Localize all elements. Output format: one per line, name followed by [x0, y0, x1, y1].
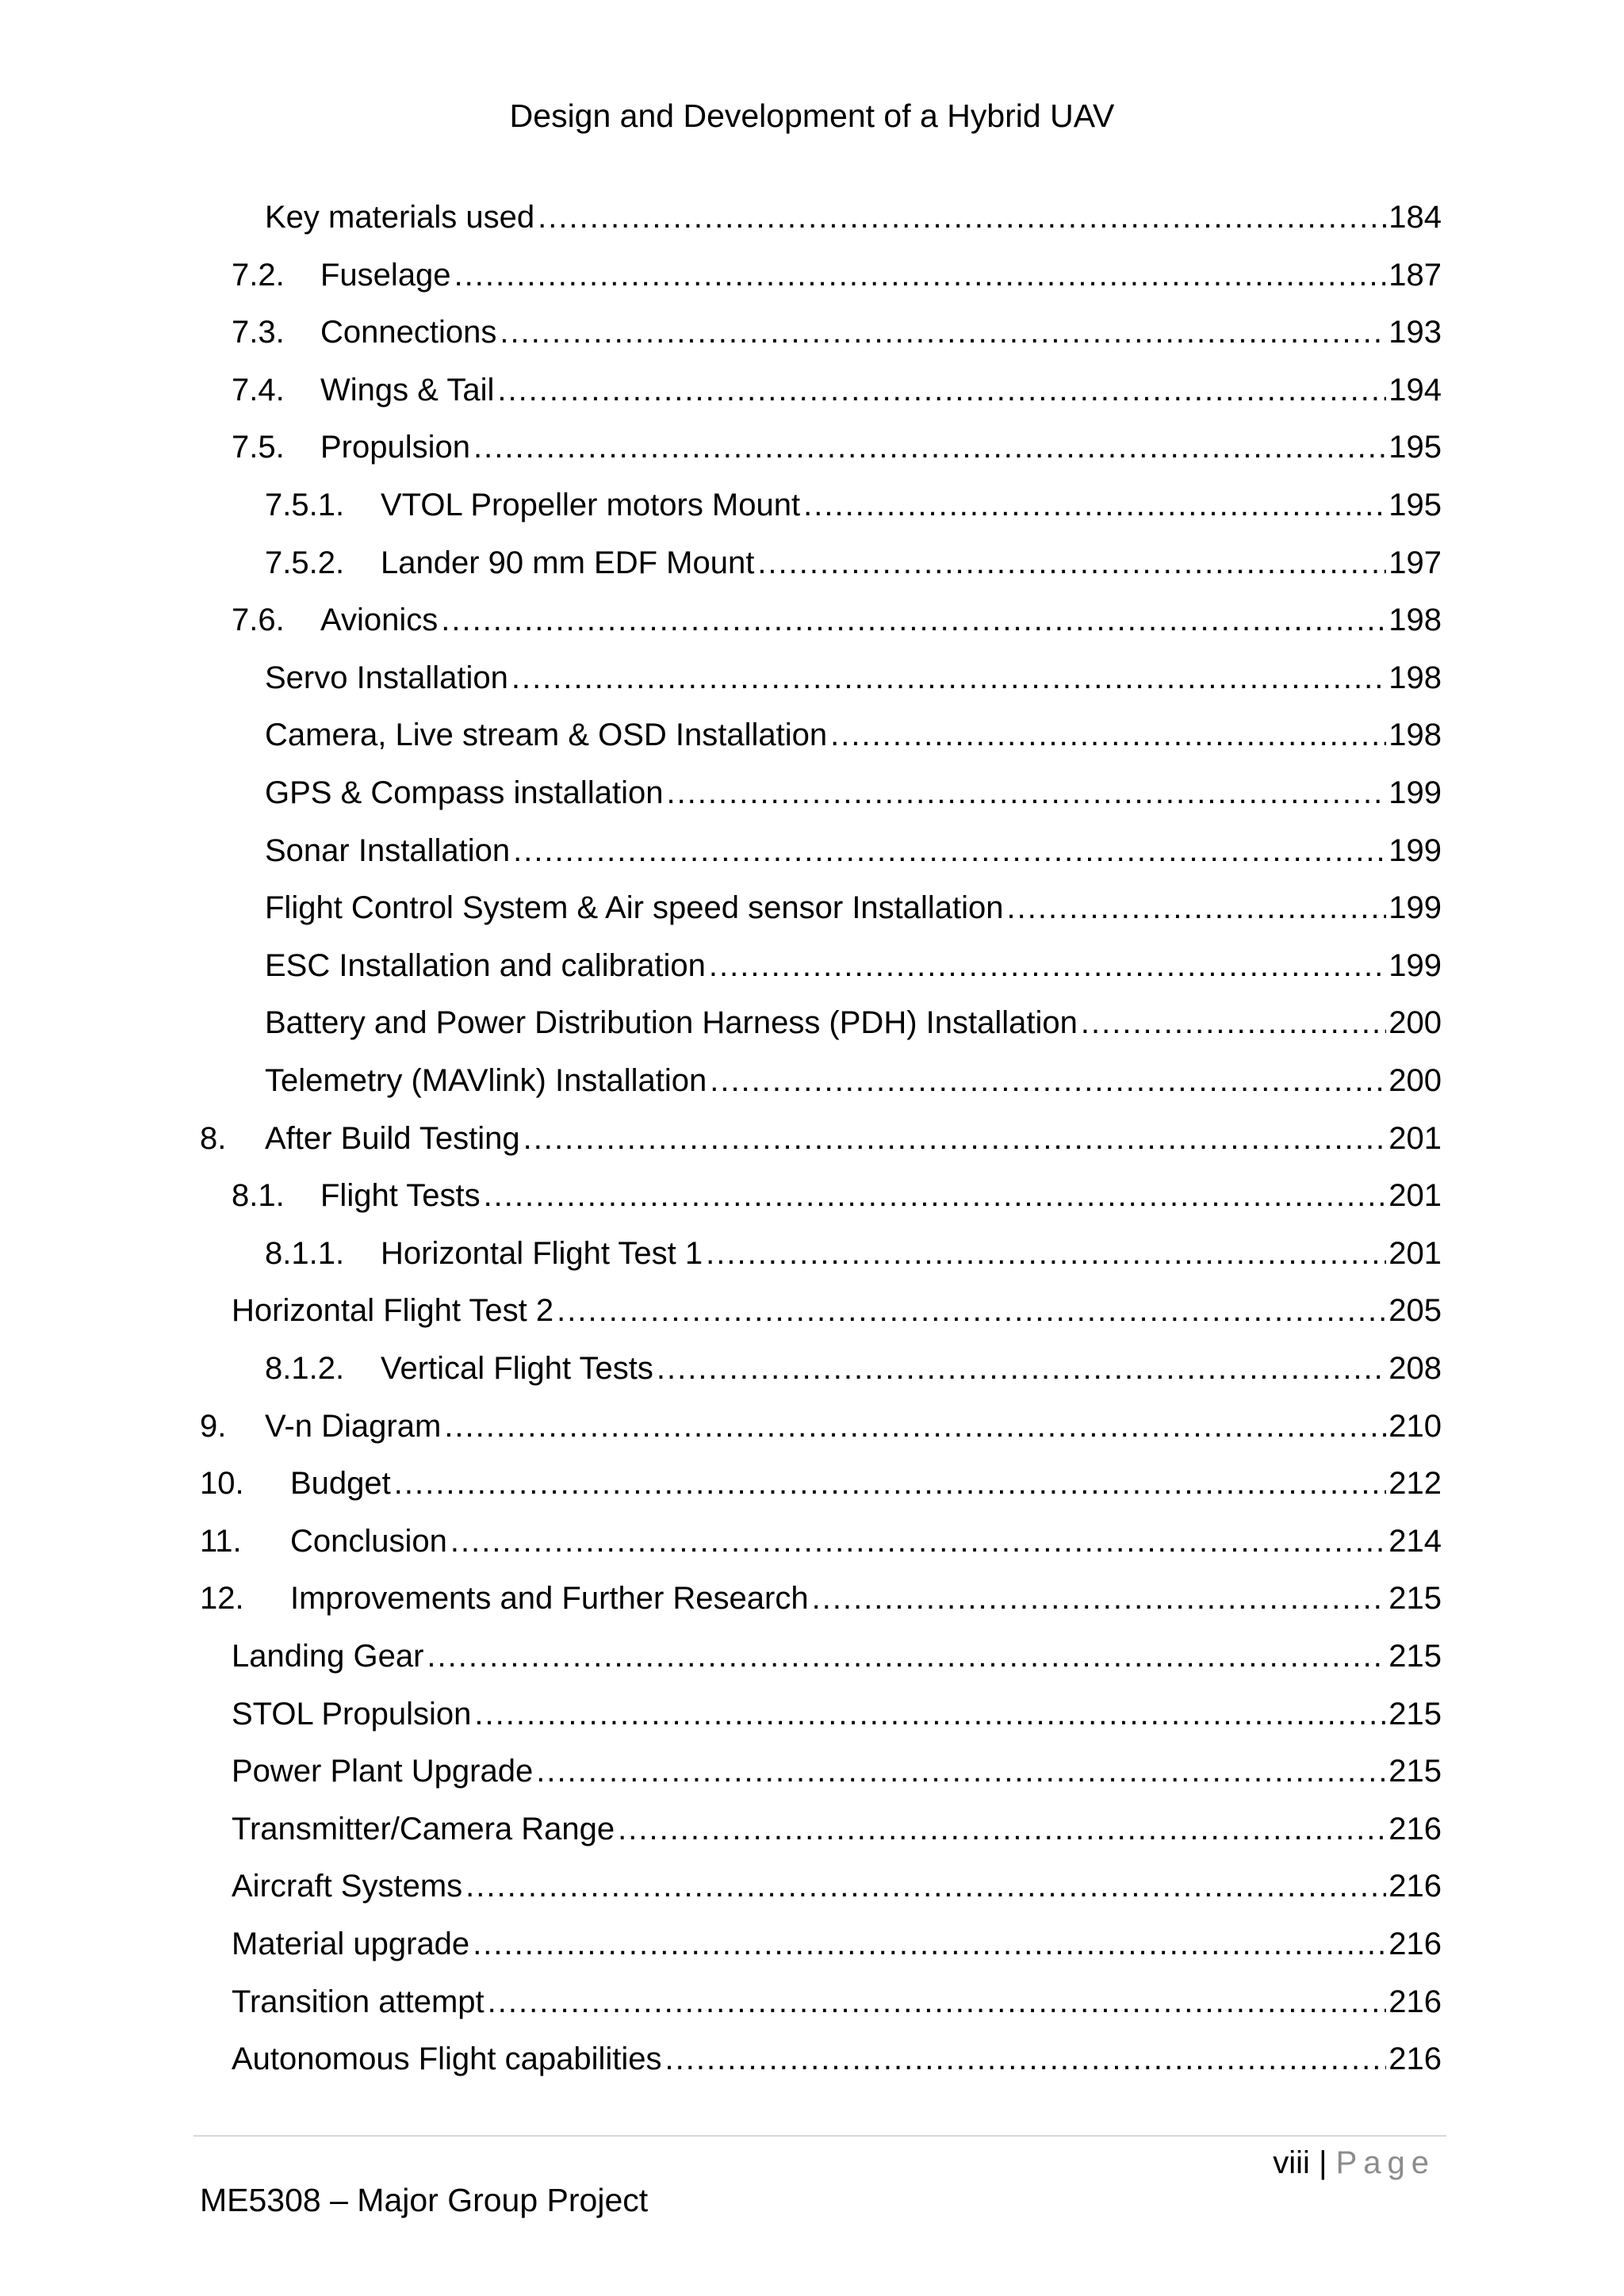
toc-dot-leader — [523, 1110, 1386, 1168]
toc-entry-line — [265, 822, 1386, 880]
toc-entry-line — [381, 534, 1386, 592]
toc-dot-leader — [473, 419, 1386, 476]
page-label: Page — [1335, 2145, 1435, 2180]
toc-entry[interactable] — [0, 1800, 1624, 1858]
toc-entry-title: Transition attempt — [232, 1973, 488, 2031]
toc-entry[interactable] — [0, 1570, 1624, 1628]
toc-entry-number: 9. — [200, 1408, 227, 1444]
toc-entry-page: 215 — [1386, 1570, 1442, 1628]
toc-entry-page: 198 — [1386, 649, 1442, 707]
toc-dot-leader — [450, 1513, 1386, 1571]
toc-entry-page: 199 — [1386, 879, 1442, 937]
toc-entry-page: 216 — [1386, 1915, 1442, 1973]
toc-entry-title: Power Plant Upgrade — [232, 1743, 536, 1800]
toc-entry[interactable] — [0, 247, 1624, 304]
toc-dot-leader — [500, 304, 1386, 362]
toc-entry[interactable] — [0, 1858, 1624, 1915]
toc-entry-page: 201 — [1386, 1110, 1442, 1168]
toc-entry-title: Fuselage — [320, 247, 454, 304]
toc-entry-number: 7.3. — [232, 315, 285, 350]
toc-entry[interactable] — [0, 591, 1624, 649]
toc-entry-page: 208 — [1386, 1340, 1442, 1398]
toc-entry-title: Landing Gear — [232, 1628, 427, 1686]
toc-entry-line — [381, 1225, 1386, 1283]
toc-entry-title: Flight Tests — [320, 1167, 484, 1225]
toc-entry-page: 197 — [1386, 534, 1442, 592]
toc-entry-page: 205 — [1386, 1282, 1442, 1340]
toc-dot-leader — [427, 1628, 1386, 1686]
toc-entry-page: 216 — [1386, 2030, 1442, 2088]
toc-entry[interactable] — [0, 994, 1624, 1052]
toc-entry-page: 216 — [1386, 1973, 1442, 2031]
toc-entry-page: 215 — [1386, 1743, 1442, 1800]
toc-entry-page: 194 — [1386, 362, 1442, 419]
toc-entry-line — [232, 2030, 1386, 2088]
toc-dot-leader — [497, 362, 1386, 419]
toc-dot-leader — [1081, 994, 1386, 1052]
toc-entry[interactable] — [0, 362, 1624, 419]
table-of-contents — [0, 189, 1624, 2131]
toc-entry-page: 201 — [1386, 1225, 1442, 1283]
toc-entry-line — [381, 476, 1386, 534]
toc-entry-title: Lander 90 mm EDF Mount — [381, 534, 757, 592]
toc-entry[interactable] — [0, 1628, 1624, 1686]
toc-entry-line — [265, 764, 1386, 822]
toc-entry[interactable] — [0, 1743, 1624, 1800]
toc-entry-number: 8.1. — [232, 1178, 285, 1214]
toc-entry-line — [320, 362, 1386, 419]
toc-entry-title: Conclusion — [290, 1513, 450, 1571]
toc-entry-page: 184 — [1386, 189, 1442, 247]
toc-entry-title: Vertical Flight Tests — [381, 1340, 657, 1398]
toc-entry-line — [320, 591, 1386, 649]
toc-entry[interactable] — [0, 419, 1624, 476]
toc-dot-leader — [812, 1570, 1386, 1628]
toc-entry[interactable] — [0, 1915, 1624, 1973]
toc-dot-leader — [757, 534, 1386, 592]
toc-entry-number: 7.4. — [232, 372, 285, 408]
toc-entry-page: 200 — [1386, 1052, 1442, 1110]
toc-entry-title: Battery and Power Distribution Harness (PDH) Installation — [265, 994, 1081, 1052]
toc-entry-title: GPS & Compass installation — [265, 764, 666, 822]
toc-entry-title: After Build Testing — [265, 1110, 523, 1168]
toc-entry-line — [265, 1398, 1386, 1456]
toc-entry-page: 199 — [1386, 937, 1442, 995]
toc-dot-leader — [394, 1455, 1386, 1513]
page-number: viii — [1273, 2145, 1310, 2180]
toc-dot-leader — [465, 1858, 1386, 1915]
toc-entry-page: 214 — [1386, 1513, 1442, 1571]
toc-dot-leader — [1007, 879, 1386, 937]
toc-entry[interactable] — [0, 1398, 1624, 1456]
toc-entry-number: 7.5.2. — [265, 545, 345, 580]
toc-entry-page: 212 — [1386, 1455, 1442, 1513]
toc-dot-leader — [665, 2030, 1386, 2088]
footer-divider — [193, 2135, 1446, 2137]
toc-entry-title: STOL Propulsion — [232, 1686, 474, 1743]
toc-dot-leader — [706, 1225, 1386, 1283]
toc-entry-line — [290, 1455, 1386, 1513]
toc-entry[interactable] — [0, 1225, 1624, 1283]
toc-entry[interactable] — [0, 1282, 1624, 1340]
toc-entry-number: 7.5. — [232, 430, 285, 465]
toc-dot-leader — [511, 649, 1386, 707]
toc-dot-leader — [484, 1167, 1386, 1225]
toc-entry-line — [232, 1915, 1386, 1973]
toc-dot-leader — [666, 764, 1386, 822]
toc-entry-line — [265, 994, 1386, 1052]
toc-dot-leader — [536, 1743, 1386, 1800]
toc-entry[interactable] — [0, 189, 1624, 247]
toc-entry[interactable] — [0, 1973, 1624, 2031]
toc-entry-title: Avionics — [320, 591, 441, 649]
toc-entry-title: Autonomous Flight capabilities — [232, 2030, 665, 2088]
toc-entry-title: Sonar Installation — [265, 822, 513, 880]
toc-dot-leader — [473, 1915, 1386, 1973]
toc-entry-number: 7.2. — [232, 257, 285, 293]
toc-entry-line — [320, 419, 1386, 476]
toc-dot-leader — [444, 1398, 1386, 1456]
toc-entry-line — [320, 247, 1386, 304]
toc-entry-number: 11. — [200, 1523, 242, 1559]
toc-entry[interactable] — [0, 304, 1624, 362]
toc-entry-title: Wings & Tail — [320, 362, 497, 419]
toc-entry-page: 215 — [1386, 1686, 1442, 1743]
toc-dot-leader — [488, 1973, 1386, 2031]
toc-entry-number: 8. — [200, 1120, 227, 1156]
toc-entry-line — [232, 1686, 1386, 1743]
toc-entry[interactable] — [0, 1513, 1624, 1571]
toc-entry-number: 7.6. — [232, 603, 285, 638]
toc-entry-title: Horizontal Flight Test 1 — [381, 1225, 706, 1283]
footer-course-label: ME5308 – Major Group Project — [200, 2182, 649, 2218]
toc-entry-page: 198 — [1386, 706, 1442, 764]
toc-entry-title: Telemetry (MAVlink) Installation — [265, 1052, 710, 1110]
toc-entry-line — [265, 937, 1386, 995]
toc-entry-line — [290, 1570, 1386, 1628]
toc-entry[interactable] — [0, 1052, 1624, 1110]
toc-entry-line — [290, 1513, 1386, 1571]
toc-entry-title: V-n Diagram — [265, 1398, 444, 1456]
toc-entry-title: Improvements and Further Research — [290, 1570, 812, 1628]
toc-dot-leader — [513, 822, 1386, 880]
toc-entry[interactable] — [0, 764, 1624, 822]
toc-dot-leader — [538, 189, 1386, 247]
toc-entry-title: Camera, Live stream & OSD Installation — [265, 706, 830, 764]
toc-entry-page: 210 — [1386, 1398, 1442, 1456]
toc-entry[interactable] — [0, 879, 1624, 937]
toc-dot-leader — [709, 937, 1386, 995]
toc-dot-leader — [803, 476, 1386, 534]
toc-entry-page: 215 — [1386, 1628, 1442, 1686]
toc-entry-title: Propulsion — [320, 419, 473, 476]
page-header-title: Design and Development of a Hybrid UAV — [509, 98, 1115, 134]
toc-entry-line — [381, 1340, 1386, 1398]
toc-entry-page: 201 — [1386, 1167, 1442, 1225]
toc-entry[interactable] — [0, 706, 1624, 764]
toc-dot-leader — [657, 1340, 1386, 1398]
toc-entry[interactable] — [0, 1455, 1624, 1513]
toc-entry-line — [232, 1973, 1386, 2031]
toc-entry-title: ESC Installation and calibration — [265, 937, 709, 995]
toc-entry-line — [265, 649, 1386, 707]
toc-entry[interactable] — [0, 1686, 1624, 1743]
toc-entry-title: Horizontal Flight Test 2 — [232, 1282, 557, 1340]
toc-entry-page: 195 — [1386, 476, 1442, 534]
toc-entry-page: 187 — [1386, 247, 1442, 304]
toc-entry-number: 12. — [200, 1581, 244, 1617]
toc-entry-line — [232, 1628, 1386, 1686]
toc-entry-number: 7.5.1. — [265, 488, 345, 522]
toc-entry-line — [265, 1110, 1386, 1168]
toc-entry-title: Aircraft Systems — [232, 1858, 465, 1915]
toc-entry-title: Material upgrade — [232, 1915, 473, 1973]
toc-entry-title: Key materials used — [265, 189, 538, 247]
toc-entry-number: 8.1.2. — [265, 1351, 345, 1386]
toc-entry-title: Transmitter/Camera Range — [232, 1800, 618, 1858]
toc-entry-title: Budget — [290, 1455, 394, 1513]
toc-entry-title: Connections — [320, 304, 500, 362]
toc-entry[interactable] — [0, 1340, 1624, 1398]
toc-entry-title: VTOL Propeller motors Mount — [381, 476, 803, 534]
toc-entry-line — [320, 1167, 1386, 1225]
toc-dot-leader — [441, 591, 1386, 649]
toc-entry-title: Flight Control System & Air speed sensor Installation — [265, 879, 1007, 937]
toc-entry-page: 199 — [1386, 764, 1442, 822]
toc-entry[interactable] — [0, 1110, 1624, 1168]
toc-dot-leader — [557, 1282, 1386, 1340]
toc-entry-line — [265, 189, 1386, 247]
toc-dot-leader — [618, 1800, 1386, 1858]
toc-entry-title: Servo Installation — [265, 649, 511, 707]
toc-entry-number: 10. — [200, 1466, 244, 1502]
toc-entry[interactable] — [0, 649, 1624, 707]
page-separator: | — [1319, 2145, 1327, 2180]
toc-entry-line — [265, 1052, 1386, 1110]
toc-entry-page: 195 — [1386, 419, 1442, 476]
toc-entry-line — [232, 1743, 1386, 1800]
toc-entry-line — [265, 706, 1386, 764]
toc-entry[interactable] — [0, 822, 1624, 880]
toc-entry-line — [232, 1800, 1386, 1858]
toc-entry-line — [232, 1282, 1386, 1340]
toc-dot-leader — [710, 1052, 1386, 1110]
toc-entry[interactable] — [0, 937, 1624, 995]
toc-entry-number: 8.1.1. — [265, 1235, 345, 1271]
toc-entry[interactable] — [0, 1167, 1624, 1225]
toc-entry-page: 216 — [1386, 1858, 1442, 1915]
toc-entry-page: 198 — [1386, 591, 1442, 649]
toc-entry-page: 199 — [1386, 822, 1442, 880]
toc-dot-leader — [474, 1686, 1386, 1743]
page-indicator — [1273, 2141, 1435, 2185]
toc-entry-line — [265, 879, 1386, 937]
toc-dot-leader — [830, 706, 1386, 764]
toc-entry-line — [320, 304, 1386, 362]
toc-entry-page: 200 — [1386, 994, 1442, 1052]
toc-entry[interactable] — [0, 534, 1624, 592]
toc-entry-page: 216 — [1386, 1800, 1442, 1858]
toc-entry-line — [232, 1858, 1386, 1915]
toc-entry-page: 193 — [1386, 304, 1442, 362]
toc-entry[interactable] — [0, 2030, 1624, 2088]
toc-dot-leader — [454, 247, 1386, 304]
toc-entry[interactable] — [0, 476, 1624, 534]
